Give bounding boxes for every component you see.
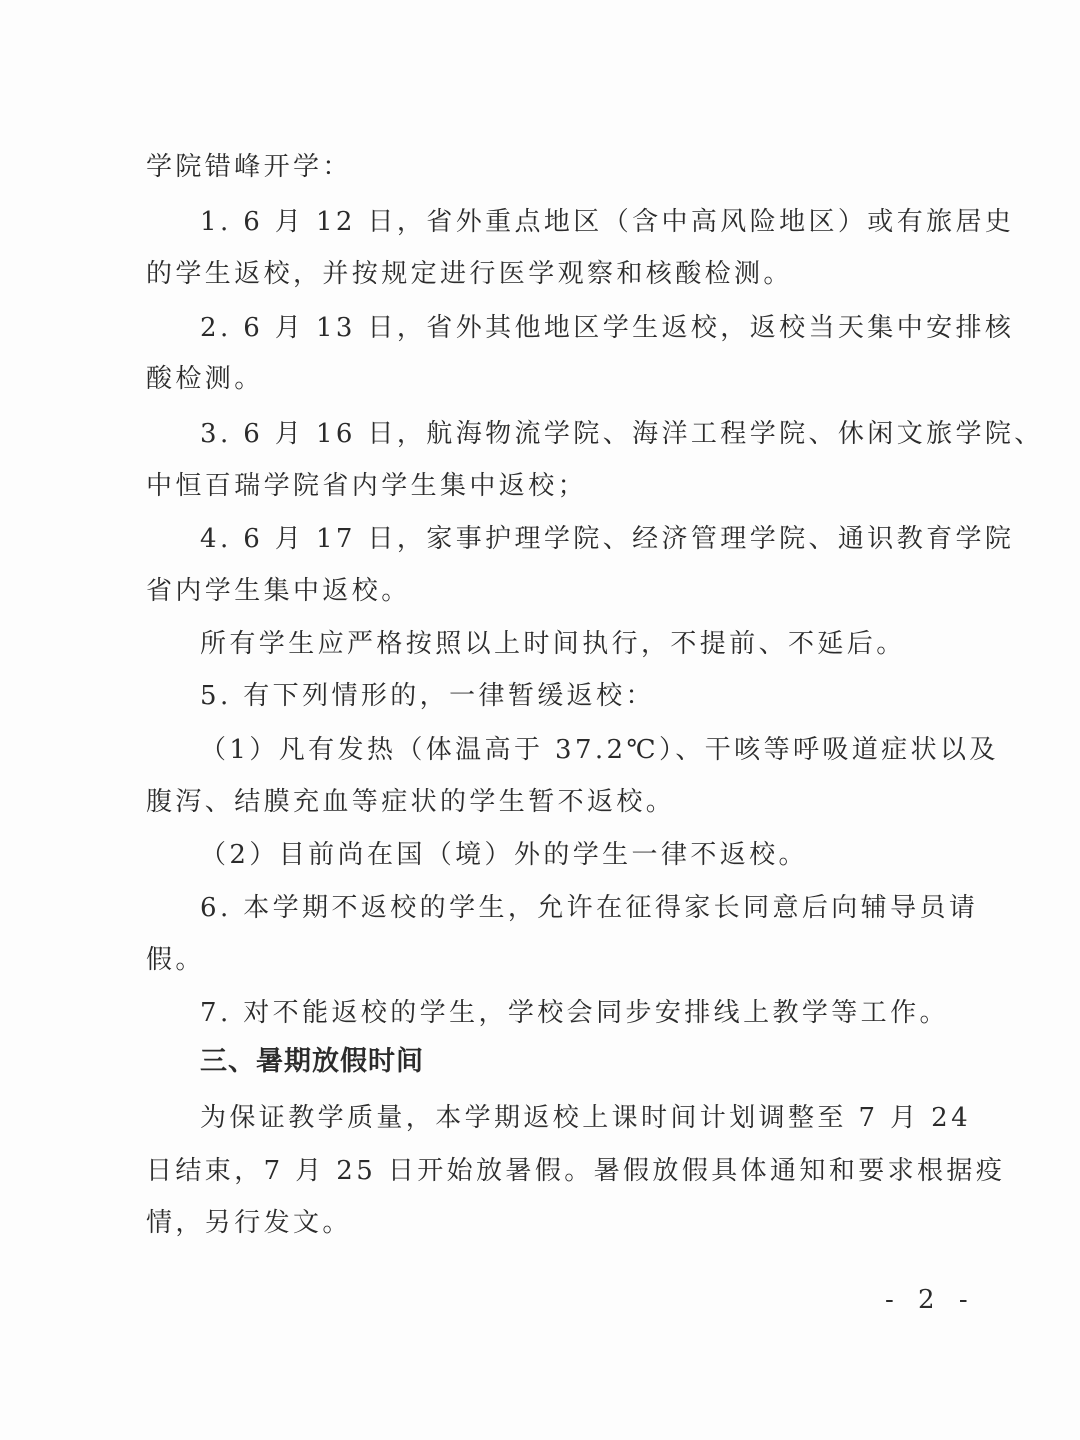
text-line: 腹泻、结膜充血等症状的学生暂不返校。 bbox=[146, 787, 676, 817]
text-line: 2. 6 月 13 日，省外其他地区学生返校，返校当天集中安排核 bbox=[200, 313, 1015, 343]
text-line: 为保证教学质量，本学期返校上课时间计划调整至 7 月 24 bbox=[200, 1103, 972, 1133]
text-line: 6. 本学期不返校的学生，允许在征得家长同意后向辅导员请 bbox=[200, 893, 979, 923]
text-line: 7. 对不能返校的学生，学校会同步安排线上教学等工作。 bbox=[200, 998, 949, 1028]
text-line: 假。 bbox=[146, 945, 205, 975]
text-line: （2）目前尚在国（境）外的学生一律不返校。 bbox=[200, 840, 808, 870]
text-line: 日结束，7 月 25 日开始放暑假。暑假放假具体通知和要求根据疫 bbox=[146, 1156, 1006, 1186]
text-line: 所有学生应严格按照以上时间执行，不提前、不延后。 bbox=[200, 629, 906, 659]
text-line: 的学生返校，并按规定进行医学观察和核酸检测。 bbox=[146, 259, 793, 289]
section-heading: 三、暑期放假时间 bbox=[200, 1046, 424, 1077]
text-line: 1. 6 月 12 日，省外重点地区（含中高风险地区）或有旅居史 bbox=[200, 207, 1015, 237]
text-line: 学院错峰开学： bbox=[146, 152, 352, 182]
text-line: 省内学生集中返校。 bbox=[146, 576, 411, 606]
text-line: 4. 6 月 17 日，家事护理学院、经济管理学院、通识教育学院 bbox=[200, 524, 1015, 554]
text-line: 酸检测。 bbox=[146, 364, 264, 394]
page-number: - 2 - bbox=[885, 1285, 976, 1315]
text-line: 3. 6 月 16 日，航海物流学院、海洋工程学院、休闲文旅学院、 bbox=[200, 419, 1044, 449]
text-line: （1）凡有发热（体温高于 37.2℃）、干咳等呼吸道症状以及 bbox=[200, 735, 999, 765]
text-line: 5. 有下列情形的，一律暂缓返校： bbox=[200, 681, 655, 711]
text-line: 情，另行发文。 bbox=[146, 1208, 352, 1238]
text-line: 中恒百瑞学院省内学生集中返校； bbox=[146, 471, 588, 501]
